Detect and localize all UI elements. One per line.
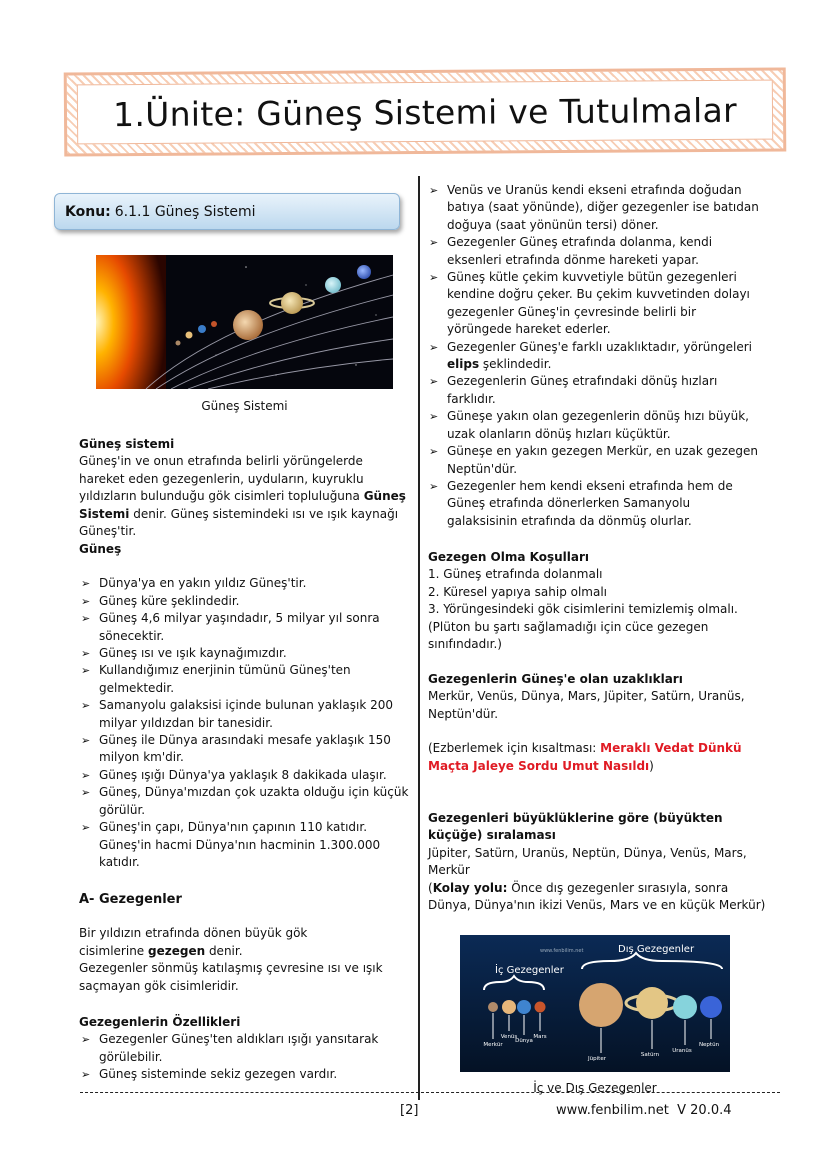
earth-graphic (517, 1000, 531, 1014)
inner-planets-label: İç Gezegenler (495, 965, 564, 976)
saturn-graphic (281, 292, 303, 314)
gezegen-description: Gezegenler sönmüş katılaşmış çevresine ısı ve ışık saçmayan gök cisimleridir. (79, 961, 383, 993)
jupiter-graphic (233, 310, 263, 340)
planet-label-saturn: Satürn (640, 1052, 660, 1058)
site-version: www.fenbilim.net V 20.0.4 (556, 1103, 732, 1118)
solar-system-image (96, 255, 393, 389)
list-item: ➢ Dünya'ya en yakın yıldız Güneş'tir. (79, 575, 411, 592)
figure1-caption: Güneş Sistemi (201, 399, 288, 413)
list-item: ➢ Venüs ve Uranüs kendi ekseni etrafında doğudan batıya (saat yönünde), diğer gezegenler ise batıdan doğuya (saat yönünün tersi) döner. (427, 182, 762, 234)
ozellikler-list-right (427, 182, 762, 530)
list-item: ➢ Güneşe en yakın gezegen Merkür, en uzak gezegen Neptün'dür. (427, 443, 762, 478)
list-item: ➢ Güneş, Dünya'mızdan çok uzakta olduğu için küçük görülür. (79, 784, 411, 819)
page-number: [2] (400, 1103, 419, 1118)
konu-label: Konu: (65, 203, 111, 220)
mars-graphic (211, 321, 217, 327)
venus-graphic (502, 1000, 516, 1014)
kosullar-heading: Gezegen Olma Koşulları (428, 550, 590, 564)
list-item: ➢ Güneş 4,6 milyar yaşındadır, 5 milyar yıl sonra sönecektir. (79, 610, 411, 645)
kosullar-section (428, 549, 768, 653)
inner-outer-planets-image (460, 935, 730, 1072)
planet-label-mars: Mars (533, 1034, 547, 1040)
gezegenler-heading: A- Gezegenler (79, 892, 182, 907)
mnemonic: Meraklı Vedat Dünkü Maçta Jaleye Sordu Umut Nasıldı (428, 741, 742, 773)
neptune-graphic (357, 265, 371, 279)
mnemonic-line: (Ezberlemek için kısaltması: Meraklı Vedat Dünkü Maçta Jaleye Sordu Umut Nasıldı) (428, 741, 742, 773)
gezegenler-section (79, 891, 399, 995)
list-item: ➢ Gezegenler Güneş etrafında dolanma, kendi eksenleri etrafında dönme hareketi yapar. (427, 234, 762, 269)
planet-label-earth: Dünya (515, 1038, 533, 1044)
jupiter-graphic (579, 983, 623, 1027)
list-item: ➢ Gezegenler hem kendi ekseni etrafında hem de Güneş etrafında dönerlerken Samanyolu galaksisinin etrafında da dönmüş olurlar. (427, 478, 762, 530)
title-frame (64, 67, 787, 156)
venus-graphic (186, 332, 193, 339)
buyukluk-text: Jüpiter, Satürn, Uranüs, Neptün, Dünya, Venüs, Mars, Merkür (428, 845, 747, 878)
gunes-section (79, 541, 411, 871)
mercury-graphic (488, 1002, 498, 1012)
list-item: ➢ Güneş ısı ve ışık kaynağımızdır. (79, 645, 411, 662)
list-item: ➢ Gezegenlerin Güneş etrafındaki dönüş hızları farklıdır. (427, 373, 762, 408)
sun-graphic (96, 255, 166, 389)
planet-label-venus: Venüs (500, 1034, 518, 1040)
list-item: ➢ Kullandığımız enerjinin tümünü Güneş'ten gelmektedir. (79, 662, 411, 697)
saturn-graphic (636, 987, 668, 1019)
list-item: ➢ Güneşe yakın olan gezegenlerin dönüş hızı büyük, uzak olanların dönüş hızları küçüktür. (427, 408, 762, 443)
uzakliklar-heading: Gezegenlerin Güneş'e olan uzaklıkları (428, 672, 683, 686)
konu-banner (54, 193, 400, 230)
list-item: ➢ Güneş ile Dünya arasındaki mesafe yaklaşık 150 milyon km'dir. (79, 732, 411, 767)
kosul-line: 1. Güneş etrafında dolanmalı (428, 567, 603, 582)
kosul-line: 2. Küresel yapıya sahip olmalı (428, 584, 608, 599)
gunes-heading: Güneş (79, 542, 122, 556)
konu-value: 6.1.1 Güneş Sistemi (114, 203, 256, 220)
buyukluk-section (428, 810, 768, 914)
ozellikler-heading: Gezegenlerin Özellikleri (79, 1015, 241, 1029)
ozellikler-section-right (427, 182, 762, 530)
list-item: ➢ Güneş sisteminde sekiz gezegen vardır. (79, 1066, 404, 1083)
uranus-graphic (673, 995, 697, 1019)
planet-label-uranus: Uranüs (672, 1048, 692, 1054)
list-item: ➢ Güneş'in çapı, Dünya'nın çapının 110 katıdır. Güneş'in hacmi Dünya'nın hacminin 1.300.000 katıdır. (79, 819, 411, 871)
gunes-sistemi-text: Güneş'in ve onun etrafında belirli yörüngelerde hareket eden gezegenlerin, uyduların, kuyruklu yıldızların bulunduğu gök cisimleri topluluğuna Güneş Sistemi denir. Güneş sistemindeki ısı ve ışık kaynağı Güneş'tir. (79, 454, 406, 539)
mercury-graphic (176, 341, 181, 346)
buyukluk-heading: Gezegenleri büyüklüklerine göre (büyükten küçüğe) sıralaması (428, 811, 723, 843)
outer-planets-label: Dış Gezegenler (618, 944, 695, 955)
uzakliklar-section (428, 671, 768, 775)
uzakliklar-text: Merkür, Venüs, Dünya, Mars, Jüpiter, Satürn, Uranüs, Neptün'dür. (428, 689, 745, 721)
earth-graphic (198, 325, 206, 333)
gezegen-definition: Bir yıldızın etrafında dönen büyük gök cisimlerine gezegen denir. (79, 926, 308, 958)
list-item: ➢ Güneş ışığı Dünya'ya yaklaşık 8 dakikada ulaşır. (79, 767, 411, 784)
gunes-sistemi-section (79, 436, 411, 540)
neptune-graphic (700, 996, 722, 1018)
footer-rule (80, 1092, 780, 1093)
ozellikler-list-left (79, 1031, 404, 1083)
page-title: 1.Ünite: Güneş Sistemi ve Tutulmalar (112, 90, 738, 134)
mars-graphic (535, 1002, 546, 1013)
title-box (77, 80, 773, 145)
figure2-watermark: www.fenbilim.net (540, 948, 584, 954)
kosul-note: (Plüton bu şartı sağlamadığı için cüce gezegen sınıfındadır.) (428, 619, 709, 652)
uranus-graphic (325, 277, 341, 293)
list-item: ➢ Samanyolu galaksisi içinde bulunan yaklaşık 200 milyar yıldızdan bir tanesidir. (79, 697, 411, 732)
column-divider (418, 176, 420, 1100)
list-item: ➢ Güneş kütle çekim kuvvetiyle bütün gezegenleri kendine doğru çeker. Bu çekim kuvvetinden dolayı gezegenler Güneş'in çevresinde belirli bir yörüngede hareket ederler. (427, 269, 762, 339)
planet-label-jupiter: Jüpiter (588, 1056, 606, 1062)
list-item: ➢ Gezegenler Güneş'e farklı uzaklıktadır, yörüngeleri elips şeklindedir. (427, 339, 762, 374)
gunes-list (79, 575, 411, 871)
ozellikler-section-left (79, 1014, 404, 1084)
kolay-yolu: (Kolay yolu: Önce dış gezegenler sırasıyla, sonra Dünya, Dünya'nın ikizi Venüs, Mars ve en küçük Merkür) (428, 880, 766, 913)
kosul-line: 3. Yörüngesindeki gök cisimlerini temizlemiş olmalı. (428, 602, 738, 617)
planet-label-mercury: Merkür (483, 1042, 503, 1048)
gunes-sistemi-heading: Güneş sistemi (79, 437, 175, 451)
list-item: ➢ Gezegenler Güneş'ten aldıkları ışığı yansıtarak görülebilir. (79, 1031, 404, 1066)
planet-label-neptune: Neptün (698, 1042, 720, 1048)
list-item: ➢ Güneş küre şeklindedir. (79, 593, 411, 610)
figure2-caption: İç ve Dış Gezegenler (533, 1081, 657, 1095)
